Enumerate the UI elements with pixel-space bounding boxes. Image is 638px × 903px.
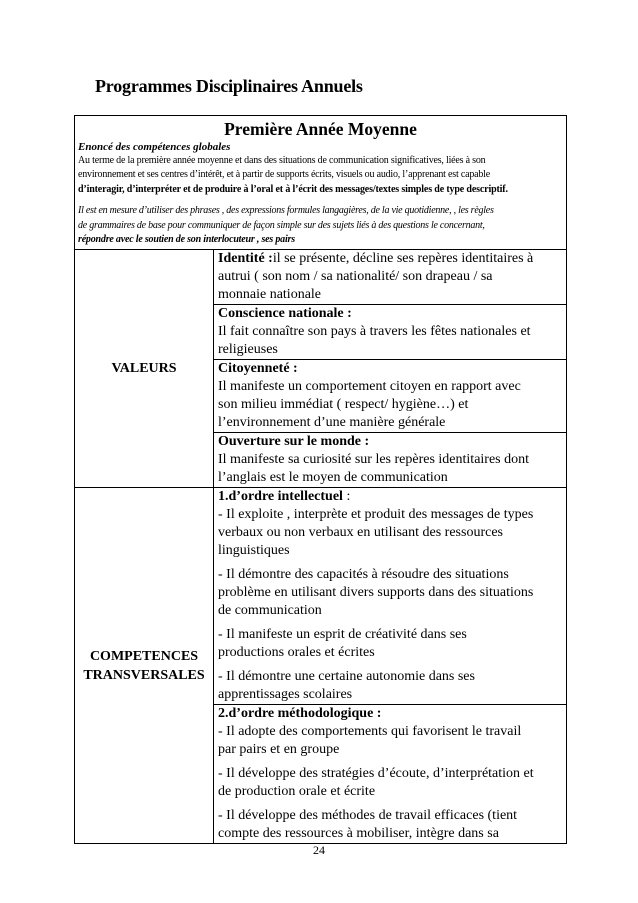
- italic-line: Il est en mesure d’utiliser des phrases , des expressions formules langagières, de la vie quotidienne, , les règles: [78, 205, 494, 216]
- paragraph-line: - Il exploite , interprète et produit des messages de types: [218, 507, 534, 522]
- block-heading-suffix: :: [342, 489, 351, 504]
- transversales-label: [75, 488, 214, 844]
- intro-bold-line: d’interagir, d’interpréter et de produire à l’oral et à l’écrit des messages/textes simples de type descriptif.: [78, 184, 508, 195]
- paragraph-line: par pairs et en groupe: [218, 742, 340, 757]
- table-header-row: [75, 116, 567, 250]
- item-heading: Ouverture sur le monde :: [218, 434, 370, 449]
- paragraph-line: de communication: [218, 603, 322, 618]
- transversales-label-line: TRANSVERSALES: [83, 667, 205, 683]
- item-line: il se présente, décline ses repères identitaires à: [272, 251, 534, 266]
- item-line: Il manifeste un comportement citoyen en rapport avec: [218, 379, 521, 394]
- intro-line: environnement et ses centres d’intérêt, et à partir de supports écrits, visuels ou audio, l’apprenant est capable: [78, 169, 490, 180]
- paragraph-line: - Il démontre une certaine autonomie dans ses: [218, 669, 475, 684]
- italic-line: de grammaires de base pour communiquer de façon simple sur des sujets liés à des questions le concernant,: [78, 220, 485, 231]
- paragraph-line: linguistiques: [218, 543, 290, 558]
- identite-cell: [214, 250, 567, 305]
- document-title: Programmes Disciplinaires Annuels: [95, 76, 363, 96]
- italic-bold-line: répondre avec le soutien de son interlocuteur , ses pairs: [78, 234, 295, 245]
- paragraph-line: productions orales et écrites: [218, 645, 375, 660]
- item-line: monnaie nationale: [218, 287, 322, 302]
- item-line: Il fait connaître son pays à travers les fêtes nationales et: [218, 324, 531, 339]
- table-row: [75, 250, 567, 305]
- transversales-label-line: COMPETENCES: [89, 648, 199, 664]
- paragraph-line: apprentissages scolaires: [218, 687, 353, 702]
- header-cell: [75, 116, 567, 250]
- paragraph-line: - Il développe des stratégies d’écoute, d’interprétation et: [218, 766, 534, 781]
- competence-title: Enoncé des compétences globales: [78, 141, 231, 153]
- intro-line: Au terme de la première année moyenne et dans des situations de communication significatives, liées à son: [78, 155, 486, 166]
- program-table: [74, 115, 567, 844]
- item-line: l’environnement d’une manière générale: [218, 415, 446, 430]
- page-number: 24: [313, 843, 325, 857]
- item-heading: Citoyenneté :: [218, 361, 298, 376]
- item-line: religieuses: [218, 342, 278, 357]
- level-title: Première Année Moyenne: [224, 119, 417, 139]
- valeurs-label: VALEURS: [75, 250, 214, 488]
- item-heading: Conscience nationale :: [218, 306, 352, 321]
- intellectuel-cell: [214, 488, 567, 705]
- conscience-cell: [214, 305, 567, 360]
- paragraph-line: - Il démontre des capacités à résoudre des situations: [218, 567, 509, 582]
- block-heading: d’ordre méthodologique :: [228, 706, 382, 721]
- paragraph-line: compte des ressources à mobiliser, intègre dans sa: [218, 826, 499, 841]
- block-heading: d’ordre intellectuel: [228, 489, 343, 504]
- paragraph-line: verbaux ou non verbaux en utilisant des ressources: [218, 525, 503, 540]
- block-number: 1.: [218, 489, 229, 504]
- table-row: [75, 488, 567, 705]
- citoyennete-cell: [214, 360, 567, 433]
- paragraph-line: - Il manifeste un esprit de créativité dans ses: [218, 627, 467, 642]
- item-line: l’anglais est le moyen de communication: [218, 470, 448, 485]
- item-line: son milieu immédiat ( respect/ hygiène…) et: [218, 397, 469, 412]
- paragraph-line: - Il adopte des comportements qui favorisent le travail: [218, 724, 522, 739]
- paragraph-line: de production orale et écrite: [218, 784, 376, 799]
- item-line: Il manifeste sa curiosité sur les repères identitaires dont: [218, 452, 530, 467]
- item-line: autrui ( son nom / sa nationalité/ son drapeau / sa: [218, 269, 493, 284]
- paragraph-line: - Il développe des méthodes de travail efficaces (tient: [218, 808, 518, 823]
- item-heading: Identité :: [218, 251, 273, 266]
- paragraph-line: problème en utilisant divers supports dans des situations: [218, 585, 534, 600]
- ouverture-cell: [214, 433, 567, 488]
- methodologique-cell: [214, 705, 567, 844]
- block-number: 2.: [218, 706, 229, 721]
